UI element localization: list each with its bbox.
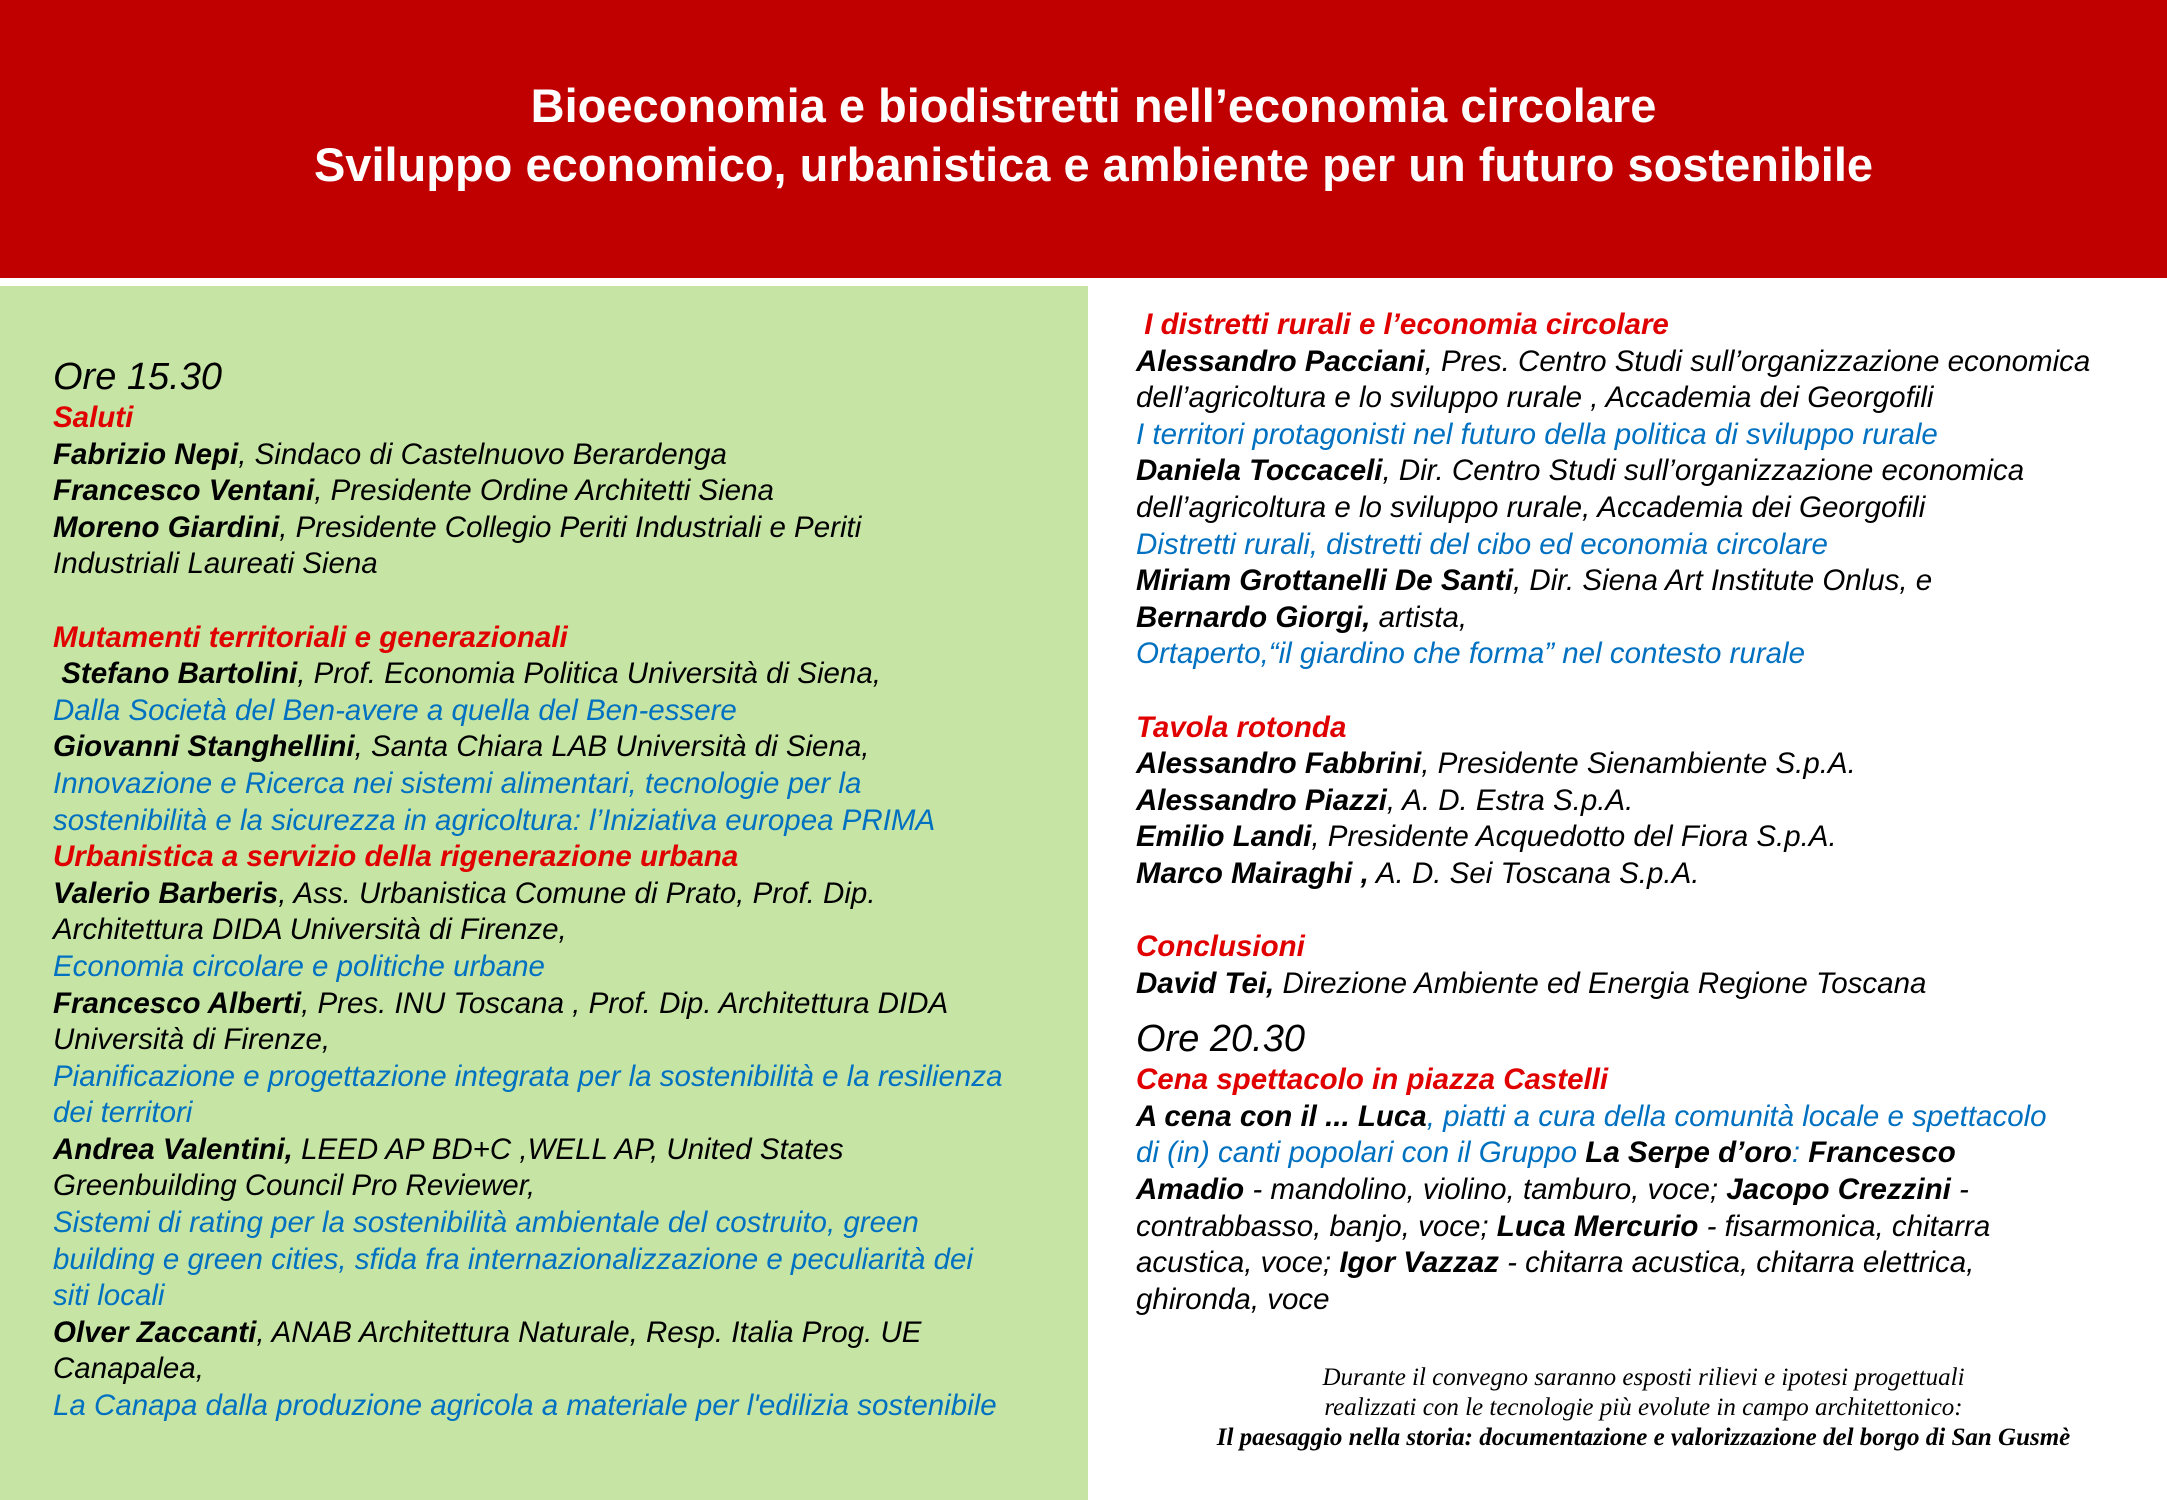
note-exhibit-title: Il paesaggio nella storia: documentazione e valorizzazione del borgo di San Gusmè [1216, 1424, 2071, 1451]
speaker-name: Alessandro Fabbrini [1136, 747, 1422, 781]
performer-role: contrabbasso, banjo, voce; [1136, 1209, 1497, 1243]
afternoon-program [53, 354, 1073, 1425]
talk-title: Innovazione e Ricerca nei sistemi alimentari, tecnologie per la [53, 766, 862, 800]
speaker-name: Moreno Giardini [53, 510, 280, 544]
speaker-role: , Pres. INU Toscana , Prof. Dip. Architettura DIDA [301, 986, 949, 1020]
performer-role: ghironda, voce [1136, 1282, 1330, 1316]
speaker-role: Direzione Ambiente ed Energia Regione Toscana [1274, 966, 1927, 1000]
section-heading-mutamenti: Mutamenti territoriali e generazionali [53, 620, 568, 654]
section-heading-saluti: Saluti [53, 401, 134, 434]
performer-name: Luca Mercurio [1496, 1209, 1699, 1243]
speaker-name: Alessandro Piazzi [1136, 783, 1387, 817]
speaker-name: Fabrizio Nepi [53, 437, 239, 471]
section-heading-cena: Cena spettacolo in piazza Castelli [1136, 1063, 1609, 1097]
speaker-role: , Dir. Centro Studi sull’organizzazione economica [1382, 454, 2025, 488]
speaker-line [1136, 344, 2151, 381]
section-heading-text: I distretti rurali e l’economia circolare [1144, 308, 1669, 341]
event-name: A cena con il ... Luca [1136, 1099, 1427, 1133]
speaker-line [1136, 600, 2151, 637]
speaker-role: , Prof. Economia Politica Università di Siena, [297, 657, 881, 691]
speaker-role: , Presidente Collegio Periti Industriali e Periti [279, 510, 862, 544]
speaker-role: , Ass. Urbanistica Comune di Prato, Prof. Dip. [278, 876, 876, 910]
speaker-role-cont: Canapalea, [53, 1352, 204, 1386]
evening-line [1136, 1209, 2151, 1246]
speaker-line [53, 473, 1073, 510]
speaker-role: , A. D. Estra S.p.A. [1386, 783, 1634, 817]
speaker-role-cont: dell’agricoltura e lo sviluppo rurale , Accademia dei Georgofili [1136, 381, 1934, 415]
section-heading-distretti [1136, 307, 2151, 344]
performer-role: - [1950, 1173, 1969, 1207]
speaker-role: , Dir. Siena Art Institute Onlus, e [1513, 564, 1933, 598]
speaker-line [1136, 453, 2151, 490]
performer-role: - mandolino, violino, tamburo, voce; [1244, 1173, 1727, 1207]
speaker-name: Daniela Toccaceli [1136, 454, 1383, 488]
speaker-role-cont: Università di Firenze, [53, 1023, 331, 1057]
evening-line [1136, 1172, 2151, 1209]
afternoon-time: Ore 15.30 [53, 356, 222, 398]
speaker-role-cont: Greenbuilding Council Pro Reviewer, [53, 1169, 536, 1203]
performer-role: acustica, voce; [1136, 1246, 1340, 1280]
talk-title: building e green cities, sfida fra internazionalizzazione e peculiarità dei [53, 1242, 973, 1276]
speaker-role: LEED AP BD+C ,WELL AP, United States [292, 1132, 844, 1166]
speaker-role-cont: Architettura DIDA Università di Firenze, [53, 913, 567, 947]
exhibition-note [1136, 1363, 2151, 1453]
talk-title: sostenibilità e la sicurezza in agricoltura: l’Iniziativa europea PRIMA [53, 803, 936, 837]
page-title: Bioeconomia e biodistretti nell’economia circolare [530, 79, 1657, 132]
note-line: realizzati con le tecnologie più evolute in campo architettonico: [1324, 1394, 1963, 1421]
speaker-role: , Sindaco di Castelnuovo Berardenga [238, 437, 727, 471]
speaker-name: Olver Zaccanti [53, 1315, 257, 1349]
speaker-role: , Presidente Acquedotto del Fiora S.p.A. [1311, 820, 1837, 854]
talk-title: Economia circolare e politiche urbane [53, 949, 545, 983]
evening-time: Ore 20.30 [1136, 1018, 1305, 1061]
section-heading-urbanistica: Urbanistica a servizio della rigenerazione urbana [53, 840, 739, 874]
speaker-name: Emilio Landi [1136, 820, 1312, 854]
performer-name: Igor Vazzaz [1339, 1246, 1499, 1280]
speaker-name: Giovanni Stanghellini [53, 730, 355, 764]
event-desc: di (in) canti popolari con il Gruppo [1136, 1136, 1586, 1170]
speaker-line [1136, 783, 2151, 820]
speaker-line [53, 876, 1073, 913]
spacer [1136, 1002, 2151, 1016]
speaker-line [1136, 856, 2151, 893]
speaker-line [1136, 966, 2151, 1003]
performer-name: Francesco [1800, 1136, 1956, 1170]
talk-title: dei territori [53, 1096, 193, 1130]
evening-line [1136, 1245, 2151, 1282]
performer-role: - fisarmonica, chitarra [1698, 1209, 1991, 1243]
right-program [1136, 307, 2151, 1318]
talk-title: Distretti rurali, distretti del cibo ed economia circolare [1136, 527, 1828, 561]
speaker-line [1136, 746, 2151, 783]
speaker-name: Andrea Valentini, [53, 1132, 293, 1166]
performer-name: Jacopo Crezzini [1726, 1173, 1951, 1207]
speaker-name: David Tei, [1136, 966, 1275, 1000]
speaker-role-cont: Industriali Laureati Siena [53, 547, 378, 581]
spacer [53, 583, 1073, 620]
speaker-line [53, 729, 1073, 766]
performer-name: Amadio [1136, 1173, 1245, 1207]
speaker-line [53, 1315, 1073, 1352]
speaker-line [53, 1132, 1073, 1169]
speaker-role: A. D. Sei Toscana S.p.A. [1368, 856, 1700, 890]
speaker-line [53, 510, 1073, 547]
talk-title: La Canapa dalla produzione agricola a materiale per l'edilizia sostenibile [53, 1389, 997, 1423]
section-heading-tavola: Tavola rotonda [1136, 710, 1347, 744]
section-heading-conclusioni: Conclusioni [1136, 930, 1305, 964]
speaker-role: , Santa Chiara LAB Università di Siena, [354, 730, 870, 764]
speaker-role: , Presidente Sienambiente S.p.A. [1421, 747, 1856, 781]
speaker-name: Valerio Barberis [53, 876, 279, 910]
speaker-name: Francesco Alberti [53, 986, 302, 1020]
speaker-name: Stefano Bartolini [61, 657, 298, 691]
spacer [1136, 893, 2151, 930]
speaker-role-cont: dell’agricoltura e lo sviluppo rurale, Accademia dei Georgofili [1136, 490, 1926, 524]
speaker-line [53, 986, 1073, 1023]
speaker-line [1136, 563, 2151, 600]
speaker-role: , Presidente Ordine Architetti Siena [314, 474, 774, 508]
page-subtitle: Sviluppo economico, urbanistica e ambiente per un futuro sostenibile [313, 138, 1874, 191]
talk-title: Sistemi di rating per la sostenibilità ambientale del costruito, green [53, 1206, 919, 1240]
speaker-name: Bernardo Giorgi, [1136, 600, 1371, 634]
speaker-name: Marco Mairaghi , [1136, 856, 1369, 890]
speaker-name: Alessandro Pacciani [1136, 344, 1425, 378]
note-line: Durante il convegno saranno esposti rilievi e ipotesi progettuali [1322, 1364, 1965, 1391]
event-desc: : [1791, 1136, 1801, 1170]
speaker-role: artista, [1370, 600, 1468, 634]
group-name: La Serpe d’oro [1585, 1136, 1792, 1170]
talk-title: Pianificazione e progettazione integrata per la sostenibilità e la resilienza [53, 1059, 1003, 1093]
evening-line [1136, 1135, 2151, 1172]
performer-role: - chitarra acustica, chitarra elettrica, [1498, 1246, 1975, 1280]
speaker-line [53, 656, 1073, 693]
speaker-line [1136, 819, 2151, 856]
evening-line [1136, 1099, 2151, 1136]
speaker-name: Miriam Grottanelli De Santi [1136, 564, 1514, 598]
spacer [1136, 673, 2151, 710]
speaker-line [53, 437, 1073, 474]
event-desc: , piatti a cura della comunità locale e spettacolo [1426, 1099, 2047, 1133]
speaker-name: Francesco Ventani [53, 474, 315, 508]
talk-title: I territori protagonisti nel futuro della politica di sviluppo rurale [1136, 417, 1938, 451]
speaker-role: , ANAB Architettura Naturale, Resp. Italia Prog. UE [256, 1315, 922, 1349]
speaker-role: , Pres. Centro Studi sull’organizzazione economica [1424, 344, 2091, 378]
talk-title: Ortaperto,“il giardino che forma” nel contesto rurale [1136, 637, 1805, 671]
talk-title: Dalla Società del Ben-avere a quella del Ben-essere [53, 693, 737, 727]
talk-title: siti locali [53, 1279, 165, 1313]
